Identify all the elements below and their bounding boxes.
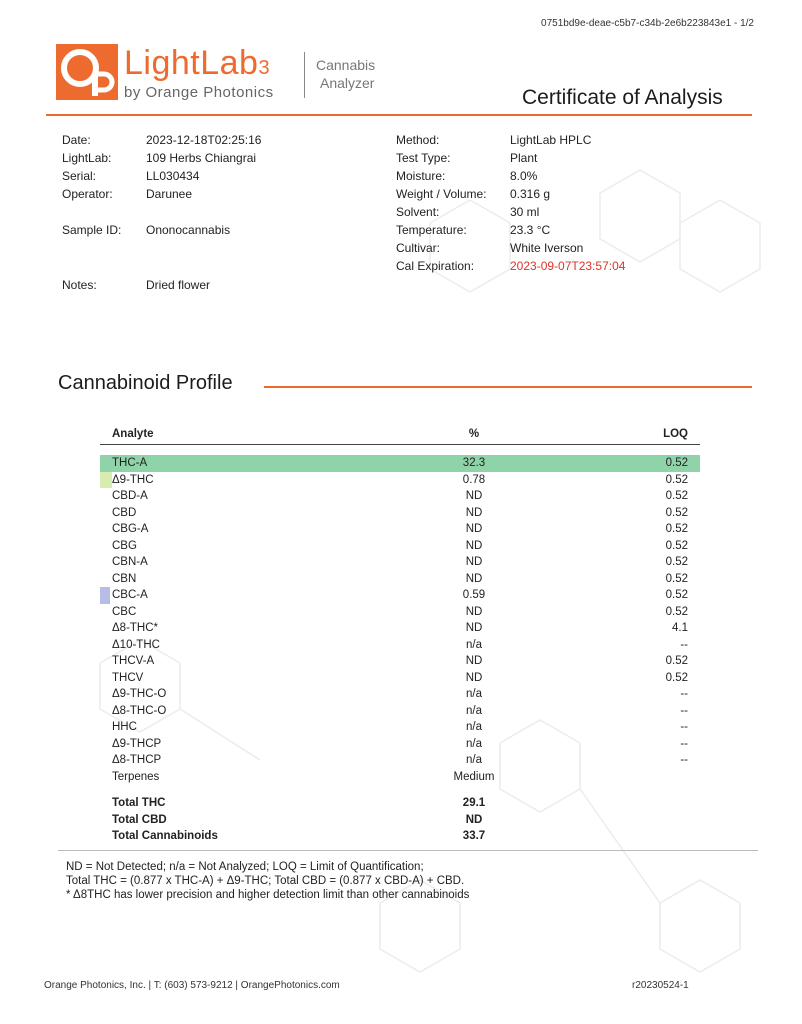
table-row: HHC n/a --: [112, 721, 688, 733]
table-row: CBN-A ND 0.52: [112, 556, 688, 568]
table-row-terpenes: Terpenes Medium: [112, 770, 495, 783]
section-divider: [264, 386, 752, 388]
table-row: Δ10-THC n/a --: [112, 638, 688, 651]
header-analyte: Analyte: [100, 424, 392, 445]
header-percent: %: [392, 424, 556, 445]
table-row: Δ8-THC* ND 4.1: [112, 622, 688, 634]
table-row: CBD ND 0.52: [112, 506, 688, 519]
table-header-row: [100, 424, 700, 445]
cannabinoid-table: [100, 424, 700, 845]
brand-separator: [304, 52, 305, 98]
footer-revision: r20230524-1: [632, 980, 689, 991]
footnote-totals-formula: Total THC = (0.877 x THC-A) + Δ9-THC; Total CBD = (0.877 x CBD-A) + CBD.: [66, 875, 465, 887]
header-divider: [46, 114, 752, 116]
table-row: CBD-A ND 0.52: [112, 490, 688, 502]
brand-name: LightLab3: [124, 44, 271, 82]
table-row: CBG-A ND 0.52: [112, 523, 688, 535]
footnote-abbreviations: ND = Not Detected; n/a = Not Analyzed; LOQ = Limit of Quantification;: [66, 861, 424, 873]
orange-photonics-logo: [56, 44, 118, 100]
table-row: THCV ND 0.52: [112, 671, 688, 684]
brand-subtitle: by Orange Photonics: [124, 84, 274, 101]
table-row: THCV-A ND 0.52: [112, 655, 688, 667]
table-row: Δ8-THCP n/a --: [112, 754, 688, 766]
table-row: Δ9-THC-O n/a --: [112, 688, 688, 700]
table-row-d9-thc: Δ9-THC 0.78 0.52: [100, 472, 700, 489]
footnotes: [66, 860, 469, 902]
footer-contact: Orange Photonics, Inc. | T: (603) 573-9212 | OrangePhotonics.com: [44, 980, 340, 991]
table-row-thc-a: THC-A 32.3 0.52: [100, 455, 700, 472]
table-row: CBG ND 0.52: [112, 539, 688, 552]
document-id: 0751bd9e-deae-c5b7-c34b-2e6b223843e1 - 1/2: [541, 18, 754, 29]
footnote-d8thc: * Δ8THC has lower precision and higher detection limit than other cannabinoids: [66, 889, 470, 901]
total-thc-row: Total THC 29.1: [112, 797, 486, 809]
product-name: Cannabis Analyzer: [316, 57, 376, 91]
footnote-divider: [58, 850, 758, 851]
total-cbd-row: Total CBD ND: [112, 813, 483, 826]
table-row: CBC ND 0.52: [112, 605, 688, 618]
header-loq: LOQ: [556, 424, 700, 445]
certificate-title: Certificate of Analysis: [522, 86, 723, 109]
table-row-cbc-a: CBC-A 0.59 0.52: [100, 587, 700, 604]
total-cannabinoids-row: Total Cannabinoids 33.7: [112, 830, 486, 842]
table-row: Δ9-THCP n/a --: [112, 737, 688, 750]
section-title: Cannabinoid Profile: [58, 372, 233, 394]
table-row: Δ8-THC-O n/a --: [112, 704, 688, 717]
table-row: CBN ND 0.52: [112, 572, 688, 585]
